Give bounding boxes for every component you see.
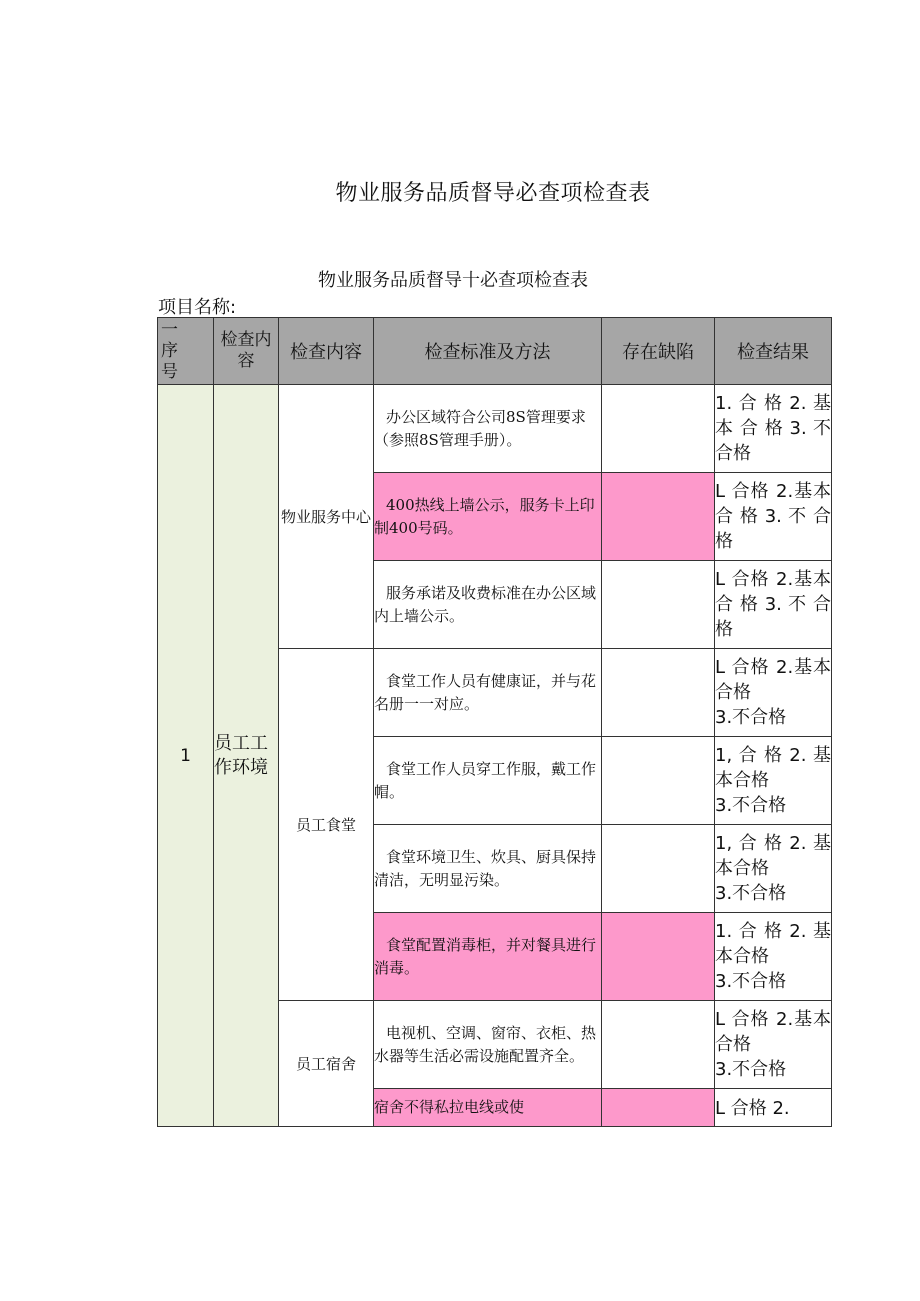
defect-cell[interactable]: [602, 825, 715, 913]
group-category: 员工工作环境: [214, 385, 279, 1127]
result-cell: 1, 合 格 2. 基 本合格 3.不合格: [715, 825, 832, 913]
result-cell: 1. 合 格 2. 基 本 合 格 3. 不 合格: [715, 385, 832, 473]
table-header-row: [158, 318, 832, 385]
standard-cell: 宿舍不得私拉电线或使: [374, 1089, 602, 1127]
subgroup-service-center: 物业服务中心: [279, 385, 374, 649]
defect-cell[interactable]: [602, 473, 715, 561]
defect-cell[interactable]: [602, 1001, 715, 1089]
standard-cell: 电视机、空调、窗帘、衣柜、热水器等生活必需设施配置齐全。: [374, 1001, 602, 1089]
result-cell: L 合格 2.: [715, 1089, 832, 1127]
result-cell: 1. 合 格 2. 基 本合格 3.不合格: [715, 913, 832, 1001]
subgroup-dormitory: 员工宿舍: [279, 1001, 374, 1127]
group-number: 1: [158, 385, 214, 1127]
header-standard: 检查标准及方法: [374, 318, 602, 385]
standard-cell: 食堂环境卫生、炊具、厨具保持清洁，无明显污染。: [374, 825, 602, 913]
defect-cell[interactable]: [602, 1089, 715, 1127]
standard-cell: 办公区域符合公司8S管理要求（参照8S管理手册）。: [374, 385, 602, 473]
defect-cell[interactable]: [602, 649, 715, 737]
result-cell: 1, 合 格 2. 基 本合格 3.不合格: [715, 737, 832, 825]
table-title: 物业服务品质督导十必查项检查表: [318, 270, 588, 291]
standard-cell: 400热线上墙公示，服务卡上印制400号码。: [374, 473, 602, 561]
header-content-2: 检查内容: [279, 318, 374, 385]
table-row: [158, 385, 832, 473]
defect-cell[interactable]: [602, 913, 715, 1001]
standard-cell: 食堂工作人员穿工作服，戴工作帽。: [374, 737, 602, 825]
project-name-label: 项目名称:: [158, 297, 237, 318]
standard-cell: 食堂配置消毒柜，并对餐具进行消毒。: [374, 913, 602, 1001]
subgroup-canteen: 员工食堂: [279, 649, 374, 1001]
header-result: 检查结果: [715, 318, 832, 385]
header-seq: 一 序 号: [158, 318, 214, 385]
document-title: 物业服务品质督导必查项检查表: [335, 181, 651, 206]
defect-cell[interactable]: [602, 385, 715, 473]
standard-cell: 食堂工作人员有健康证，并与花名册一一对应。: [374, 649, 602, 737]
header-content-1: 检查内容: [214, 318, 279, 385]
standard-cell: 服务承诺及收费标准在办公区域内上墙公示。: [374, 561, 602, 649]
result-cell: L 合格 2.基本 合 格 3. 不 合 格: [715, 473, 832, 561]
result-cell: L 合格 2.基本 合格 3.不合格: [715, 1001, 832, 1089]
defect-cell[interactable]: [602, 737, 715, 825]
result-cell: L 合格 2.基本 合 格 3. 不 合 格: [715, 561, 832, 649]
inspection-table: [157, 317, 832, 1127]
defect-cell[interactable]: [602, 561, 715, 649]
result-cell: L 合格 2.基本 合格 3.不合格: [715, 649, 832, 737]
header-defect: 存在缺陷: [602, 318, 715, 385]
